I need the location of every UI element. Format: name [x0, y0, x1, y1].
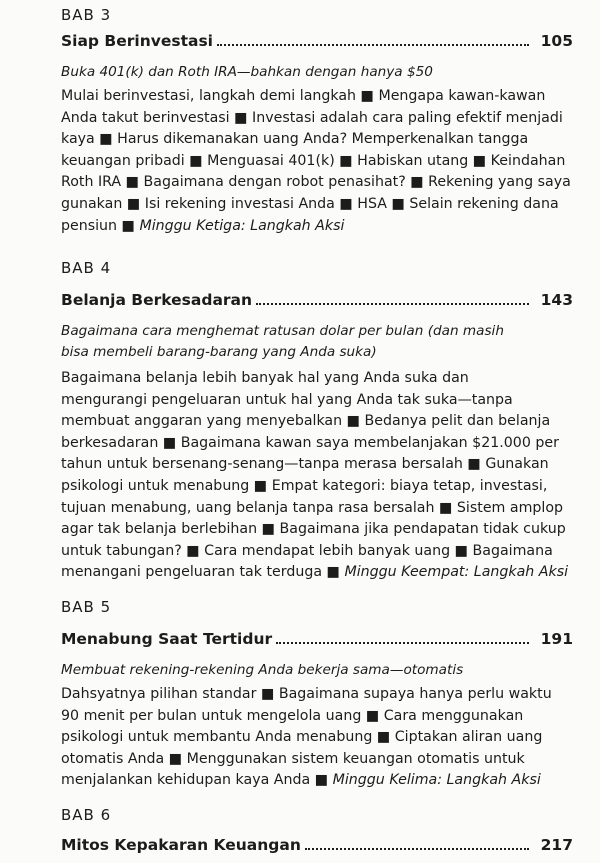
desc-line: keuangan pribadi ■ Menguasai 401(k) ■ Habiskan utang ■ Keindahan	[61, 152, 566, 169]
chapter-label: BAB 4	[61, 259, 112, 277]
toc-entry-chapter-5[interactable]	[61, 627, 573, 649]
desc-line: psikologi untuk menabung ■ Empat kategori: biaya tetap, investasi,	[61, 477, 548, 494]
desc-line-last	[61, 562, 569, 584]
desc-line: Roth IRA ■ Bagaimana dengan robot penasihat? ■ Rekening yang saya	[61, 174, 571, 191]
subtitle-line: Bagaimana cara menghemat ratusan dolar per bulan (dan masih bisa	[61, 323, 504, 360]
toc-entry-chapter-3[interactable]	[61, 29, 573, 51]
page-number: 191	[540, 630, 573, 648]
page-number: 217	[540, 836, 573, 854]
dot-leader	[217, 44, 529, 46]
desc-line: untuk tabungan? ■ Cara mendapat lebih banyak uang ■ Bagaimana	[61, 542, 553, 559]
desc-line: berkesadaran ■ Bagaimana kawan saya membelanjakan $21.000 per	[61, 434, 559, 451]
subtitle-line: membeli barang-barang yang Anda suka)	[93, 344, 377, 360]
desc-line: membuat anggaran yang menyebalkan ■ Bedanya pelit dan belanja	[61, 413, 551, 430]
dot-leader	[305, 848, 529, 850]
chapter-subtitle	[61, 321, 531, 363]
desc-line: gunakan ■ Isi rekening investasi Anda ■ HSA ■ Selain rekening dana	[61, 195, 559, 212]
subtitle-line: Membuat rekening-rekening Anda bekerja sama—otomatis	[61, 662, 464, 678]
desc-line: psikologi untuk membantu Anda menabung ■ Ciptakan aliran uang	[61, 729, 543, 746]
chapter-label: BAB 5	[61, 598, 112, 616]
desc-line: Dahsyatnya pilihan standar ■ Bagaimana supaya hanya perlu waktu	[61, 686, 552, 702]
desc-line: tahun untuk bersenang-senang—tanpa merasa bersalah ■ Gunakan	[61, 456, 549, 473]
chapter-title: Menabung Saat Tertidur	[61, 630, 273, 648]
chapter-subtitle	[61, 660, 531, 681]
toc-entry-chapter-6[interactable]	[61, 833, 573, 855]
chapter-title: Mitos Kepakaran Keuangan	[61, 836, 301, 854]
desc-line: agar tak belanja berlebihan ■ Bagaimana jika pendapatan tidak cukup	[61, 521, 566, 538]
chapter-label: BAB 6	[61, 806, 112, 824]
desc-line: mengurangi pengeluaran untuk hal yang Anda tak suka—tanpa	[61, 391, 513, 408]
chapter-title: Siap Berinvestasi	[61, 32, 213, 50]
desc-line: Mulai berinvestasi, langkah demi langkah ■ Mengapa kawan-kawan	[61, 88, 546, 104]
desc-line: tujuan menabung, uang belanja tanpa rasa bersalah ■ Sistem amplop	[61, 499, 564, 516]
desc-line: Anda takut berinvestasi ■ Investasi adalah cara paling efektif menjadi	[61, 109, 563, 126]
desc-line: 90 menit per bulan untuk mengelola uang ■ Cara menggunakan	[61, 707, 524, 724]
chapter-label: BAB 3	[61, 6, 112, 24]
action-step-link: Minggu Ketiga: Langkah Aksi	[139, 217, 345, 234]
chapter-description	[61, 684, 552, 792]
desc-text: menjalankan kehidupan kaya Anda ■	[61, 772, 333, 789]
desc-line: otomatis Anda ■ Menggunakan sistem keuangan otomatis untuk	[61, 750, 525, 767]
dot-leader	[276, 642, 529, 644]
chapter-subtitle	[61, 62, 531, 83]
page-number: 105	[540, 32, 573, 50]
desc-text: menangani pengeluaran tak terduga ■	[61, 564, 345, 581]
desc-text: pensiun ■	[61, 217, 140, 234]
desc-line-last	[61, 770, 541, 792]
chapter-description	[61, 368, 569, 584]
subtitle-line: Buka 401(k) dan Roth IRA—bahkan dengan hanya $50	[61, 64, 433, 80]
dot-leader	[256, 303, 529, 305]
desc-line: Bagaimana belanja lebih banyak hal yang Anda suka dan	[61, 370, 469, 386]
action-step-link: Minggu Keempat: Langkah Aksi	[344, 564, 569, 581]
toc-entry-chapter-4[interactable]	[61, 288, 573, 310]
desc-line: kaya ■ Harus dikemanakan uang Anda? Memperkenalkan tangga	[61, 131, 529, 148]
desc-line-last	[61, 216, 531, 238]
chapter-title: Belanja Berkesadaran	[61, 291, 253, 309]
action-step-link: Minggu Kelima: Langkah Aksi	[332, 772, 541, 789]
page-number: 143	[540, 291, 573, 309]
chapter-description	[61, 86, 571, 237]
